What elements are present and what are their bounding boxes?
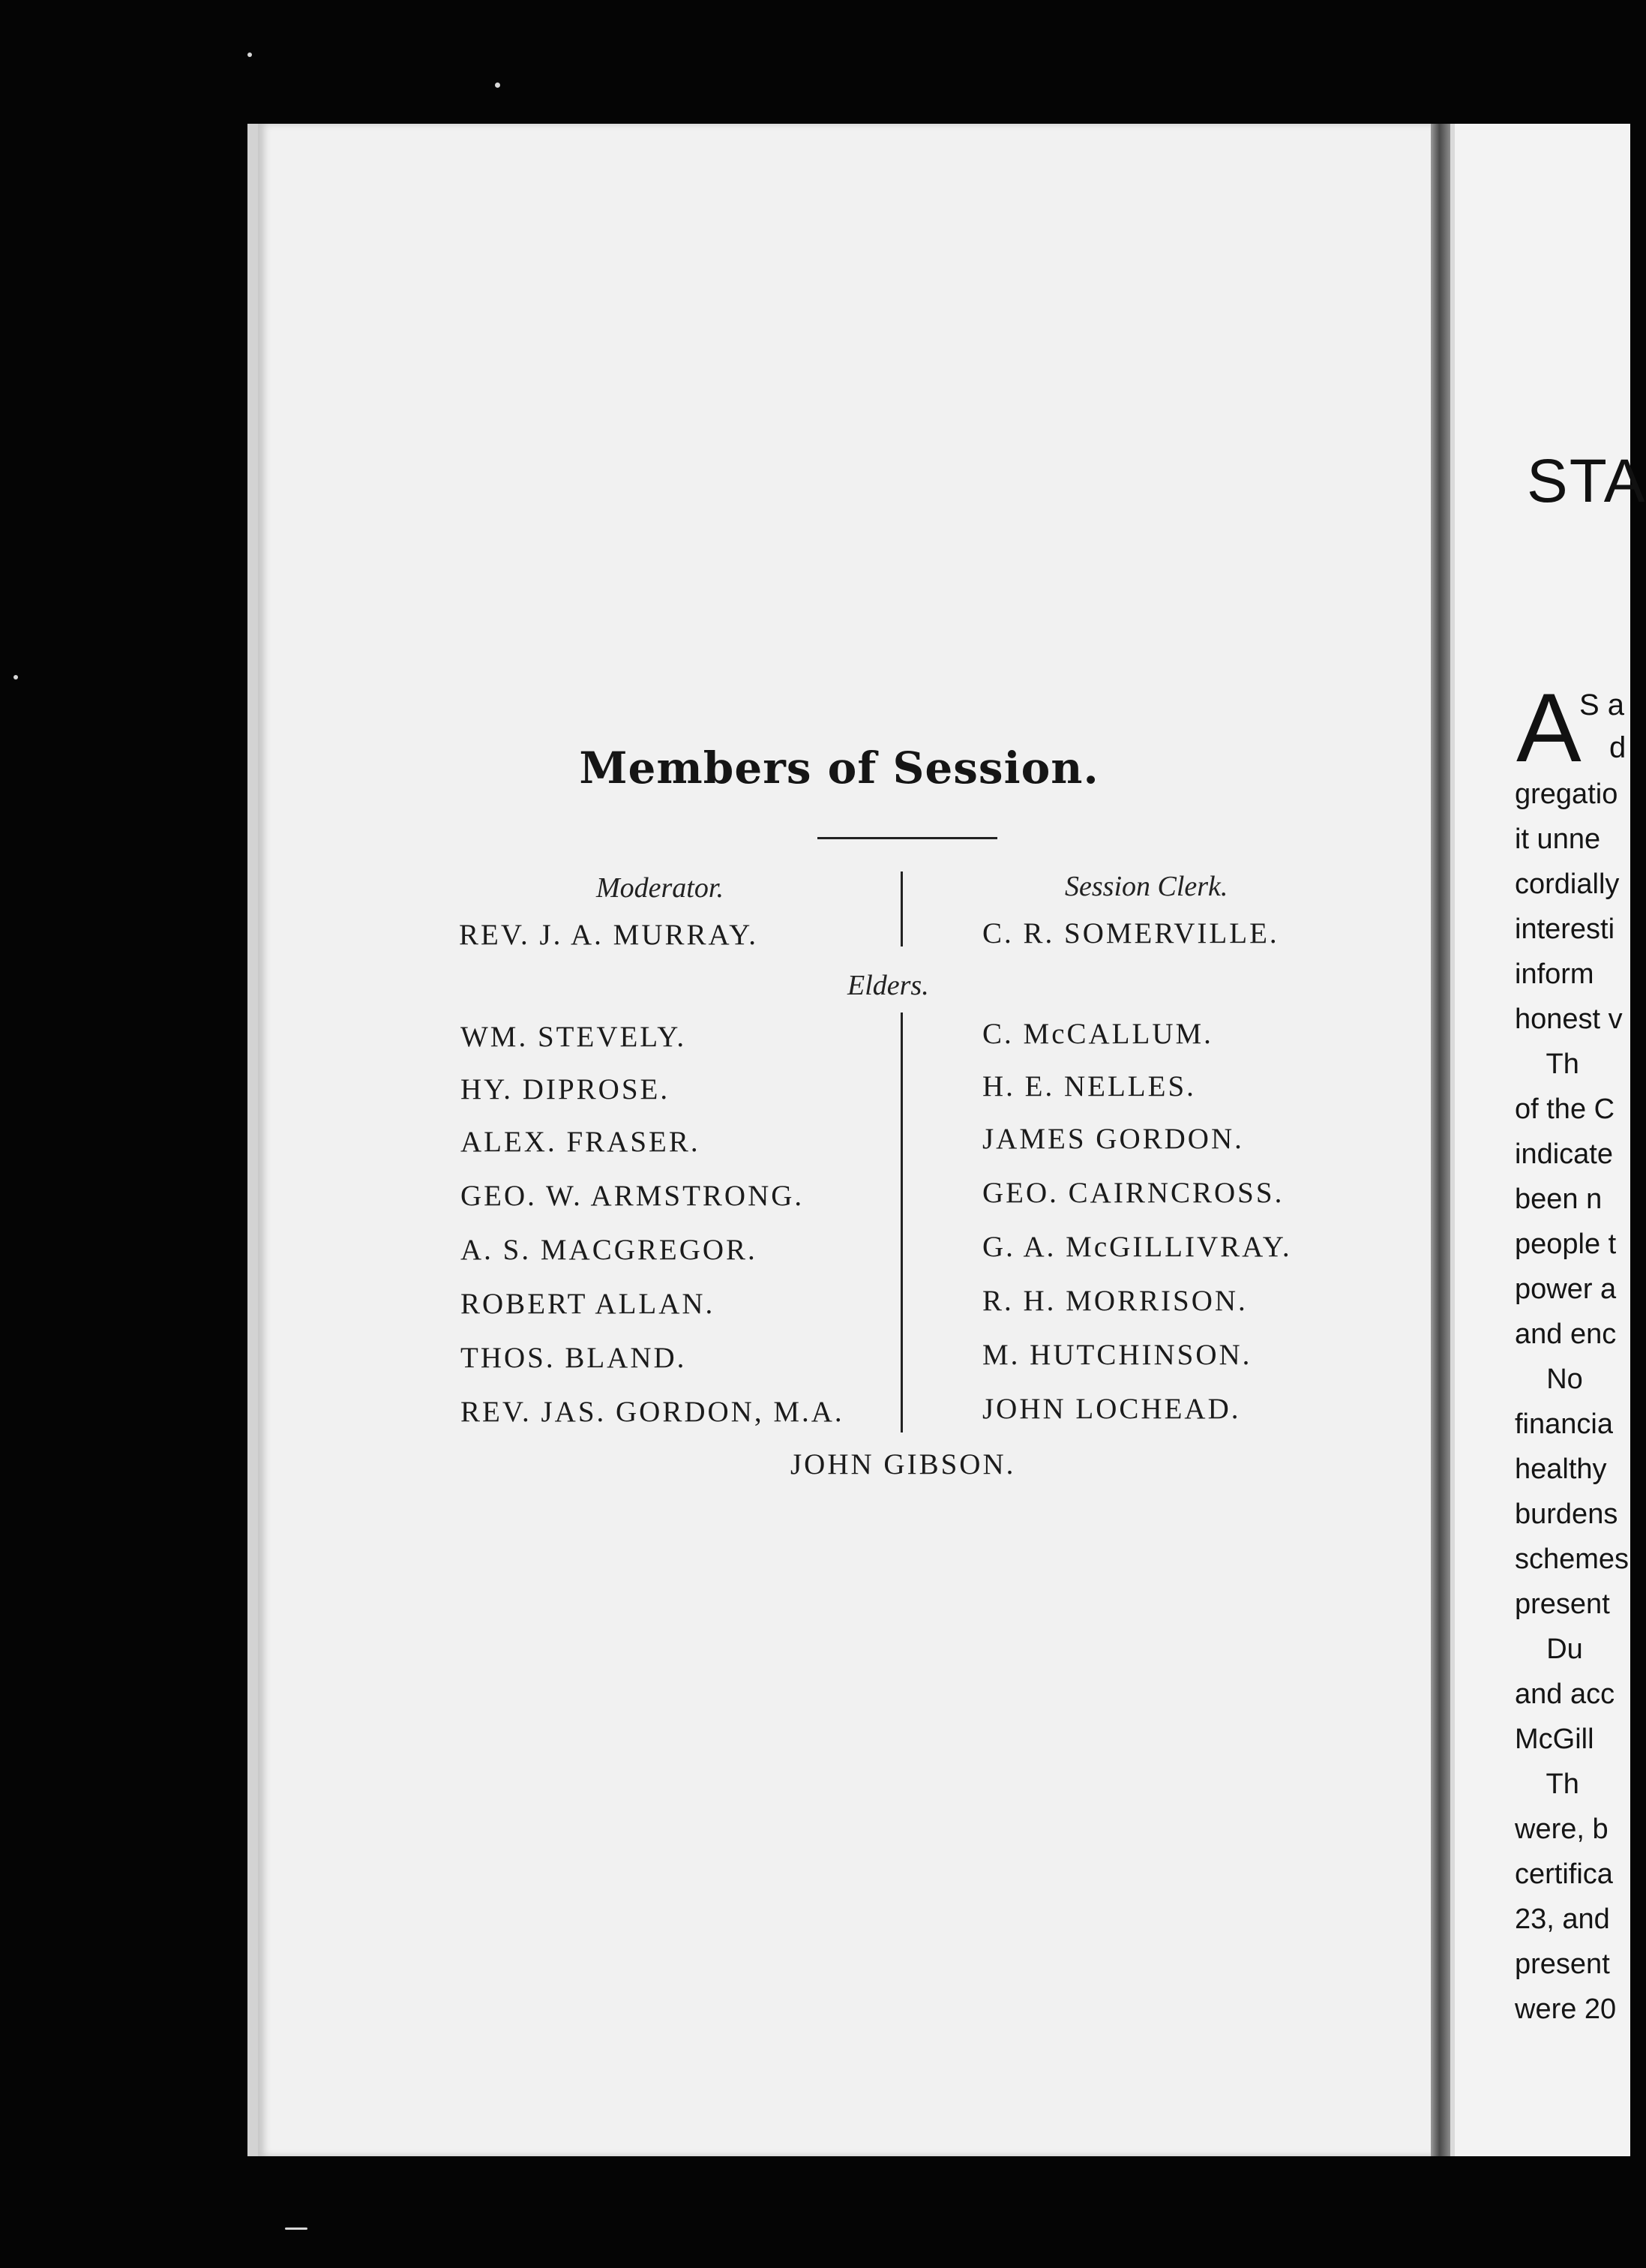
body-text-line: and enc [1515,1318,1617,1350]
body-text-line: No [1515,1364,1583,1395]
body-text-line: indicate [1515,1138,1613,1170]
moderator-name: REV. J. A. MURRAY. [459,919,759,951]
statement-title: STA [1527,447,1646,515]
scan-speck [285,2228,307,2230]
elder-name: A. S. MACGREGOR. [460,1234,757,1266]
body-text-line: and acc [1515,1678,1615,1710]
body-text-line: McGill [1515,1724,1594,1755]
body-text-line: power a [1515,1274,1617,1305]
heading-rule [817,837,997,839]
elder-name: GEO. CAIRNCROSS. [982,1177,1285,1209]
body-text-line: burdens [1515,1498,1618,1530]
body-text-line: interesti [1515,914,1615,945]
elder-name: THOS. BLAND. [460,1342,687,1374]
body-text-line: present [1515,1948,1610,1980]
body-text-line: present [1515,1588,1610,1620]
elder-name: M. HUTCHINSON. [982,1339,1252,1371]
elders-label: Elders. [847,970,929,1001]
page-title: Members of Session. [579,742,1099,794]
body-text-line: schemes [1515,1544,1630,1575]
elder-name: JOHN LOCHEAD. [982,1393,1241,1425]
body-text-line: inform [1515,958,1594,990]
body-text-line: healthy [1515,1454,1607,1485]
session-clerk-name: C. R. SOMERVILLE. [982,917,1279,950]
body-text-line: cordially [1515,868,1620,900]
scan-speck [13,675,18,680]
elder-name: G. A. McGILLIVRAY. [982,1231,1292,1263]
elder-name: H. E. NELLES. [982,1070,1196,1102]
elder-name: GEO. W. ARMSTRONG. [460,1180,805,1212]
body-text-line: it unne [1515,824,1601,855]
scan-speck [495,82,500,88]
moderator-label: Moderator. [596,872,724,904]
scan-speck [247,52,252,57]
body-text-line: been n [1515,1184,1603,1215]
right-page [1450,124,1646,2156]
body-text-line: Du [1515,1634,1583,1665]
body-text-line: gregatio [1515,778,1618,810]
body-text-line: Th [1515,1048,1579,1080]
elder-name: JAMES GORDON. [982,1123,1244,1155]
body-text-line: certifica [1515,1858,1613,1890]
elder-name: WM. STEVELY. [460,1021,687,1053]
body-text-line: of the C [1515,1094,1615,1125]
left-page [247,124,1441,2156]
book-gutter [1431,124,1450,2156]
elder-name: HY. DIPROSE. [460,1073,670,1106]
body-text-line: people t [1515,1228,1617,1260]
drop-cap-line: d [1609,731,1627,764]
elder-name: ALEX. FRASER. [460,1126,700,1158]
body-text-line: 23, and [1515,1904,1610,1935]
drop-cap-line: S a [1579,688,1625,722]
drop-cap: A [1516,673,1582,782]
elder-name: C. McCALLUM. [982,1018,1213,1050]
body-text-line: were, b [1515,1814,1609,1845]
elder-name-final: JOHN GIBSON. [790,1448,1016,1480]
elders-column-divider [901,1012,903,1432]
body-text-line: were 20 [1515,1994,1617,2025]
body-text-line: financia [1515,1408,1613,1440]
elder-name: ROBERT ALLAN. [460,1288,715,1320]
elder-name: R. H. MORRISON. [982,1285,1248,1317]
elder-name: REV. JAS. GORDON, M.A. [460,1396,844,1428]
body-text-line: Th [1515,1768,1579,1800]
body-text-line: honest v [1515,1004,1623,1035]
session-clerk-label: Session Clerk. [1065,871,1228,902]
column-divider [901,872,903,946]
